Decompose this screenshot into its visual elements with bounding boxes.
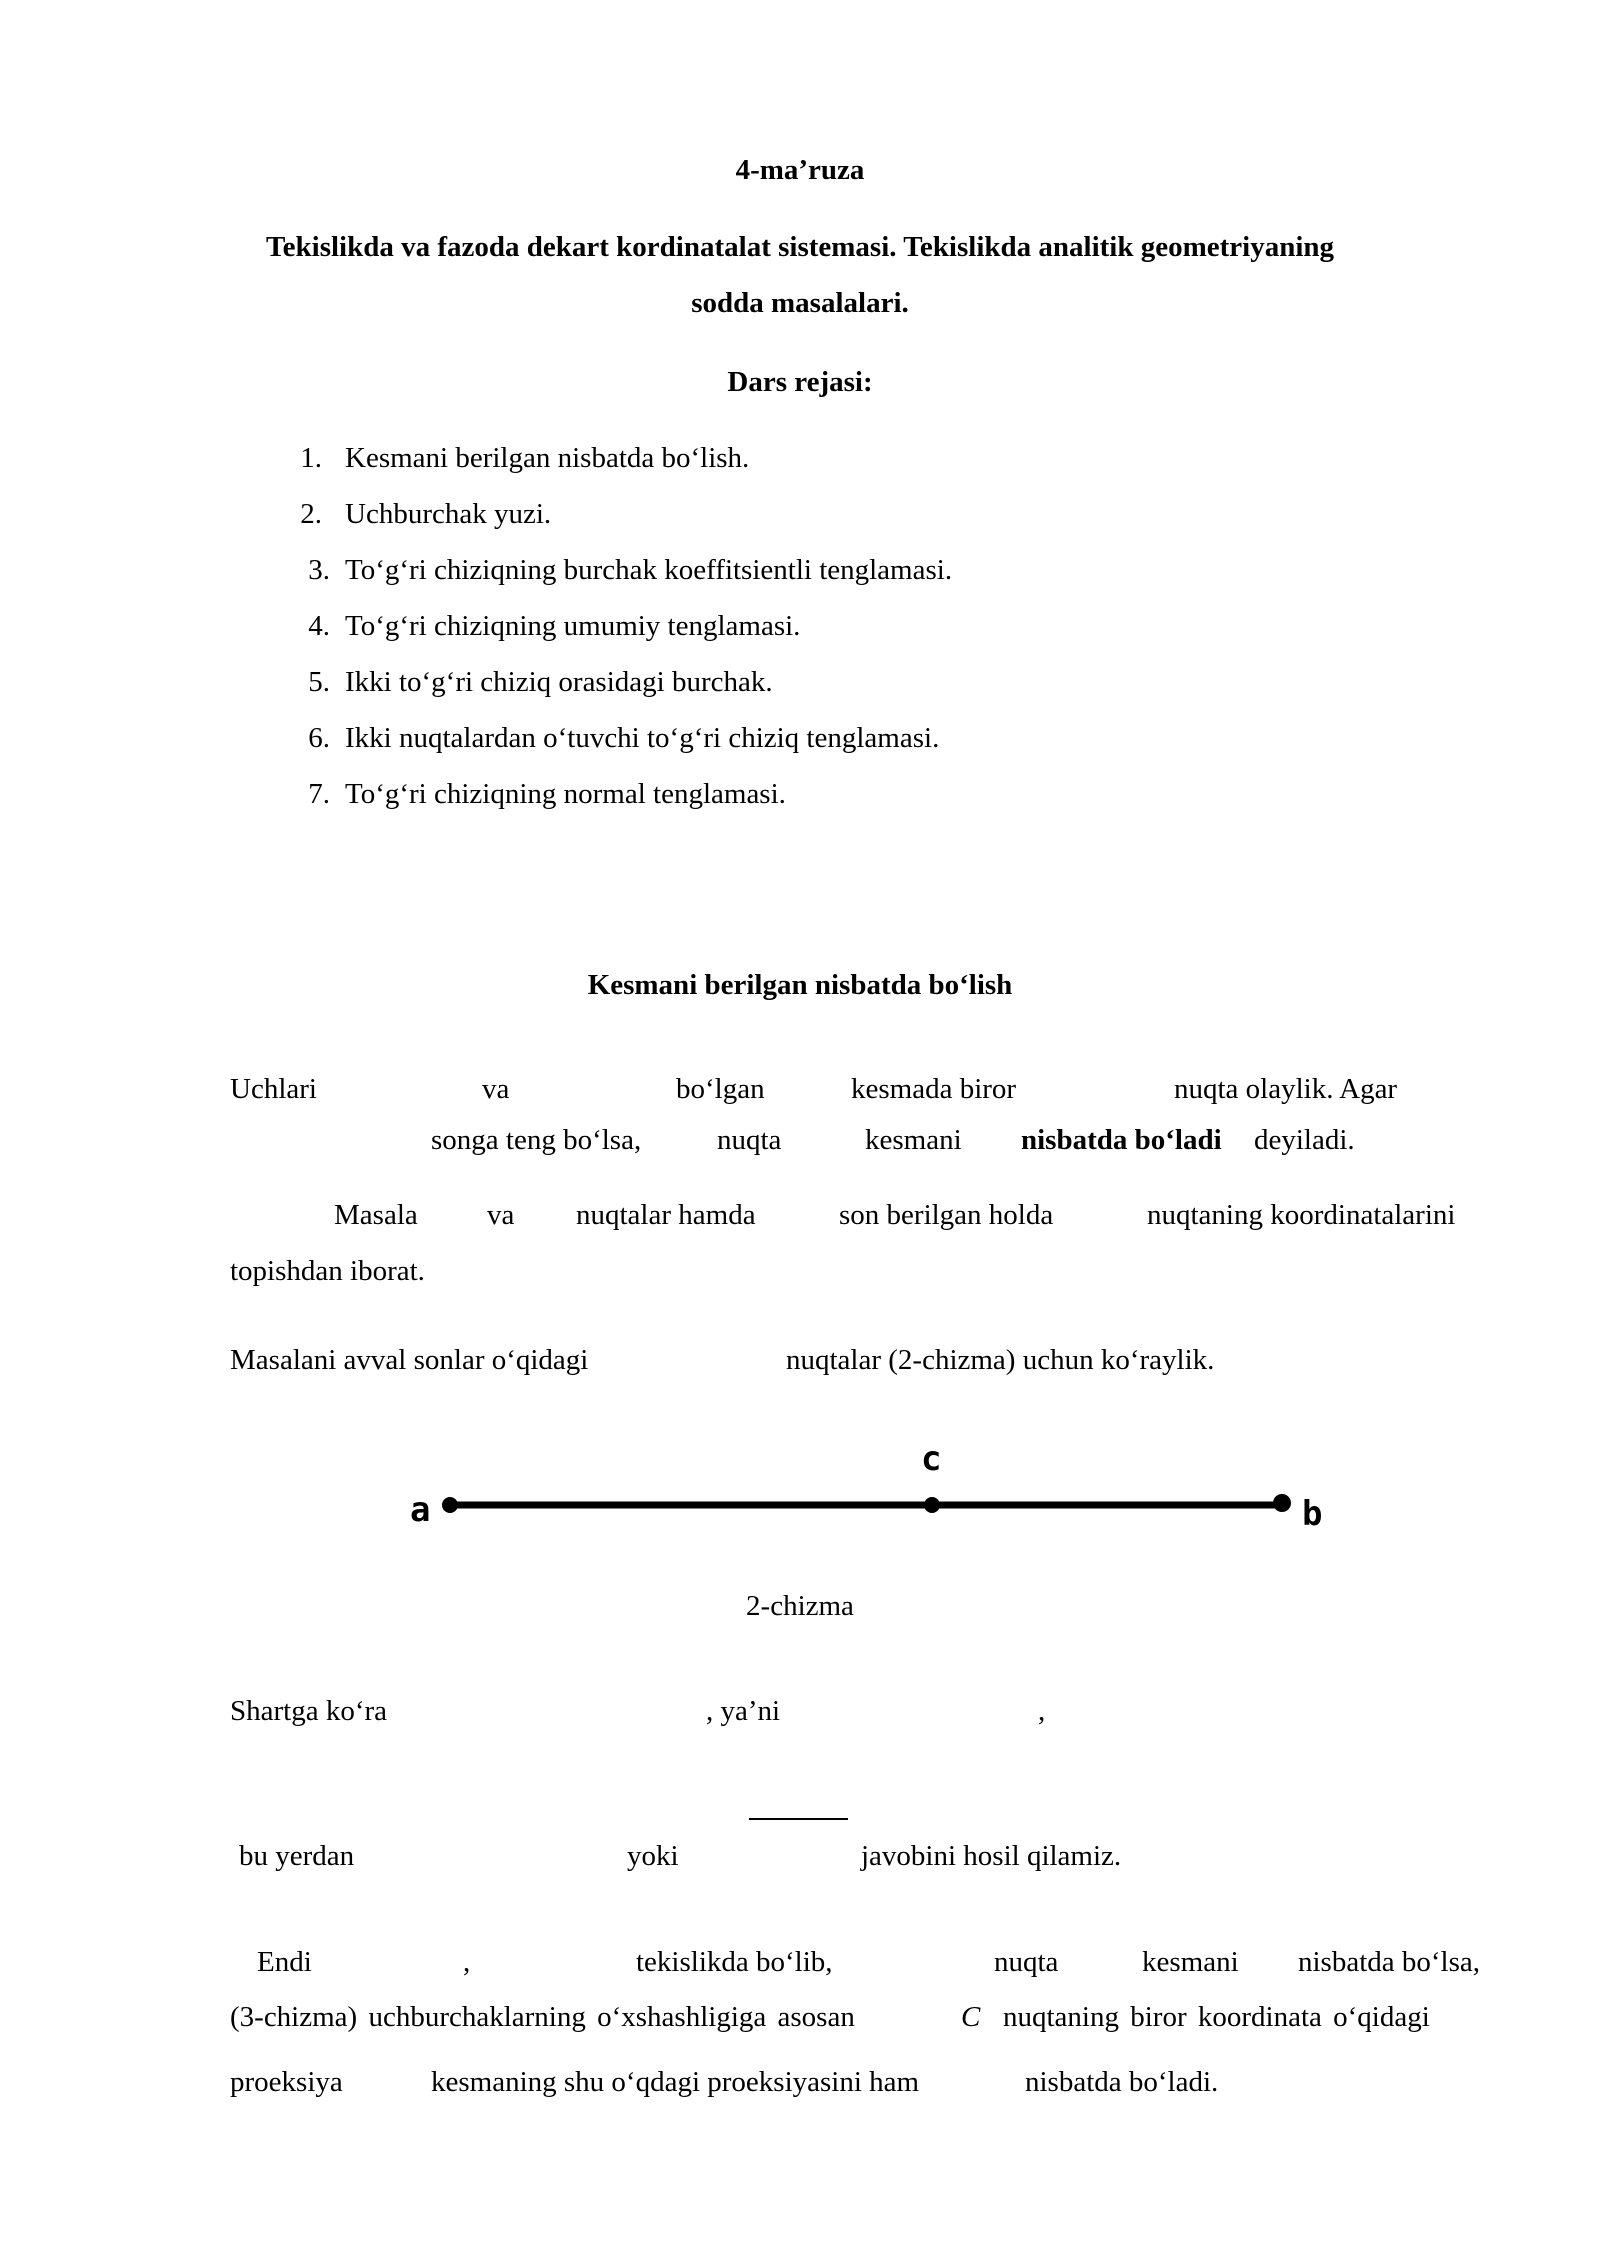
label-b: b — [1302, 1494, 1323, 1534]
fraction-bar — [749, 1818, 848, 1820]
word: deyiladi. — [1254, 1124, 1355, 1156]
point-b-dot — [1273, 1494, 1291, 1512]
lecture-title-line1: Tekislikda va fazoda dekart kordinatalat sistemasi. Tekislikda analitik geometriyaning — [265, 231, 1335, 263]
word: kesmada biror — [851, 1073, 1017, 1105]
word: nuqta olaylik. Agar — [1174, 1073, 1398, 1105]
word: nuqta — [994, 1946, 1059, 1978]
plan-item-text: To‘g‘ri chiziqning umumiy tenglamasi. — [345, 610, 801, 642]
lecture-title-line2: sodda masalalari. — [691, 287, 909, 319]
word: Endi — [257, 1946, 312, 1978]
word: javobini hosil qilamiz. — [861, 1840, 1122, 1872]
plan-item-text: Uchburchak yuzi. — [345, 498, 552, 530]
word: son berilgan holda — [839, 1199, 1054, 1231]
word: songa teng bo‘lsa, — [431, 1124, 642, 1156]
point-c-italic: C — [961, 2001, 981, 2033]
lecture-number: 4-ma’ruza — [735, 154, 865, 186]
word: , — [1038, 1695, 1046, 1727]
word: kesmani — [865, 1124, 962, 1156]
word: , ya’ni — [706, 1695, 781, 1727]
plan-item-text: Ikki to‘g‘ri chiziq orasidagi burchak. — [345, 666, 773, 698]
word: nisbatda bo‘lsa, — [1298, 1946, 1481, 1978]
word: topishdan iborat. — [230, 1255, 425, 1287]
point-c-dot — [924, 1497, 940, 1513]
word: kesmani — [1142, 1946, 1239, 1978]
word: nuqtaning biror koordinata o‘qidagi — [1003, 2001, 1430, 2033]
word: (3-chizma) uchburchaklarning o‘xshashligiga asosan — [230, 2001, 855, 2033]
plan-item-number: 3. — [308, 554, 330, 586]
word: Uchlari — [230, 1073, 317, 1105]
word: tekislikda bo‘lib, — [636, 1946, 833, 1978]
word: bo‘lgan — [676, 1073, 765, 1105]
plan-item-text: Kesmani berilgan nisbatda bo‘lish. — [345, 442, 750, 474]
word: nuqtalar (2-chizma) uchun ko‘raylik. — [786, 1344, 1215, 1376]
word: nisbatda bo‘ladi. — [1025, 2066, 1219, 2098]
word: , — [463, 1946, 471, 1978]
word: Shartga ko‘ra — [230, 1695, 388, 1727]
word: yoki — [627, 1840, 679, 1872]
plan-item-number: 7. — [308, 778, 330, 810]
plan-item-number: 5. — [308, 666, 330, 698]
word: va — [482, 1073, 510, 1105]
word: nuqta — [717, 1124, 782, 1156]
word: Masala — [334, 1199, 418, 1231]
plan-item-number: 1. — [300, 442, 322, 474]
label-c: c — [921, 1439, 942, 1479]
word: Masalani avval sonlar o‘qidagi — [230, 1344, 589, 1376]
word: kesmaning shu o‘qdagi proeksiyasini ham — [431, 2066, 920, 2098]
label-a: a — [410, 1490, 431, 1530]
point-a-dot — [442, 1497, 458, 1513]
plan-item-text: To‘g‘ri chiziqning burchak koeffitsientli tenglamasi. — [345, 554, 953, 586]
plan-heading: Dars rejasi: — [727, 366, 873, 398]
plan-item-number: 2. — [300, 498, 322, 530]
section-heading: Kesmani berilgan nisbatda bo‘lish — [587, 969, 1013, 1001]
word: nuqtalar hamda — [576, 1199, 756, 1231]
plan-item-text: Ikki nuqtalardan o‘tuvchi to‘g‘ri chiziq tenglamasi. — [345, 722, 940, 754]
word: proeksiya — [230, 2066, 343, 2098]
word: bu yerdan — [239, 1840, 355, 1872]
term-bold: nisbatda bo‘ladi — [1021, 1124, 1222, 1156]
word: va — [487, 1199, 515, 1231]
word: nuqtaning koordinatalarini — [1147, 1199, 1456, 1231]
plan-item-text: To‘g‘ri chiziqning normal tenglamasi. — [345, 778, 786, 810]
segment-figure — [400, 1430, 1340, 1540]
figure-caption: 2-chizma — [746, 1590, 854, 1622]
plan-item-number: 4. — [308, 610, 330, 642]
plan-item-number: 6. — [308, 722, 330, 754]
